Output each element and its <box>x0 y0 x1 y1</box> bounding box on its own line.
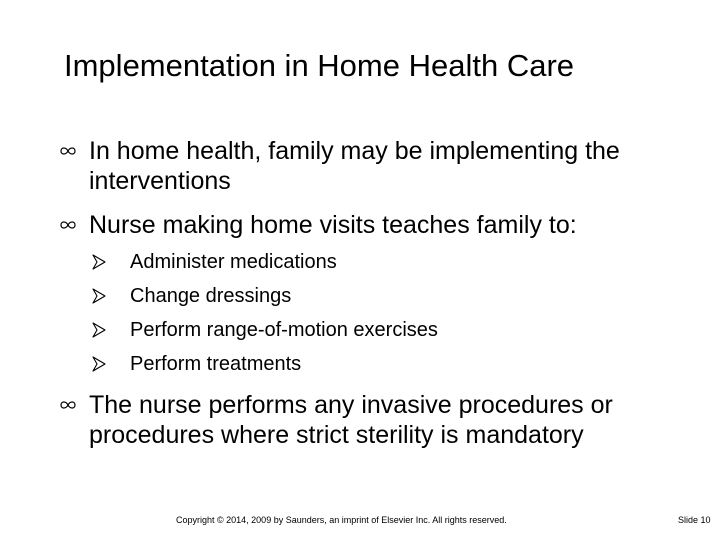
sub-bullet-item <box>130 250 650 274</box>
bullet-text: Nurse making home visits teaches family to: <box>89 211 577 239</box>
sub-bullet-item <box>130 318 650 342</box>
infinity-bullet-icon <box>59 146 77 156</box>
sub-bullet-item <box>130 284 650 308</box>
bullet-text: In home health, family may be implementing the interventions <box>89 137 620 195</box>
arrowhead-bullet-icon <box>92 322 106 338</box>
copyright-footer: Copyright © 2014, 2009 by Saunders, an imprint of Elsevier Inc. All rights reserved. <box>176 515 507 525</box>
arrowhead-bullet-icon <box>92 288 106 304</box>
bullet-item <box>89 136 669 196</box>
bullet-text: The nurse performs any invasive procedures or procedures where strict sterility is mandatory <box>89 391 613 449</box>
sub-bullet-text: Perform range-of-motion exercises <box>130 319 438 341</box>
arrowhead-bullet-icon <box>92 356 106 372</box>
bullet-item <box>89 210 669 240</box>
sub-bullet-text: Perform treatments <box>130 353 302 375</box>
bullet-item <box>89 390 659 450</box>
infinity-bullet-icon <box>59 400 77 410</box>
arrowhead-bullet-icon <box>92 254 106 270</box>
infinity-bullet-icon <box>59 220 77 230</box>
slide-title: Implementation in Home Health Care <box>64 48 575 83</box>
sub-bullet-item <box>130 352 650 376</box>
sub-bullet-text: Change dressings <box>130 285 292 307</box>
slide-number: Slide 10 <box>678 515 711 525</box>
sub-bullet-text: Administer medications <box>130 251 337 273</box>
